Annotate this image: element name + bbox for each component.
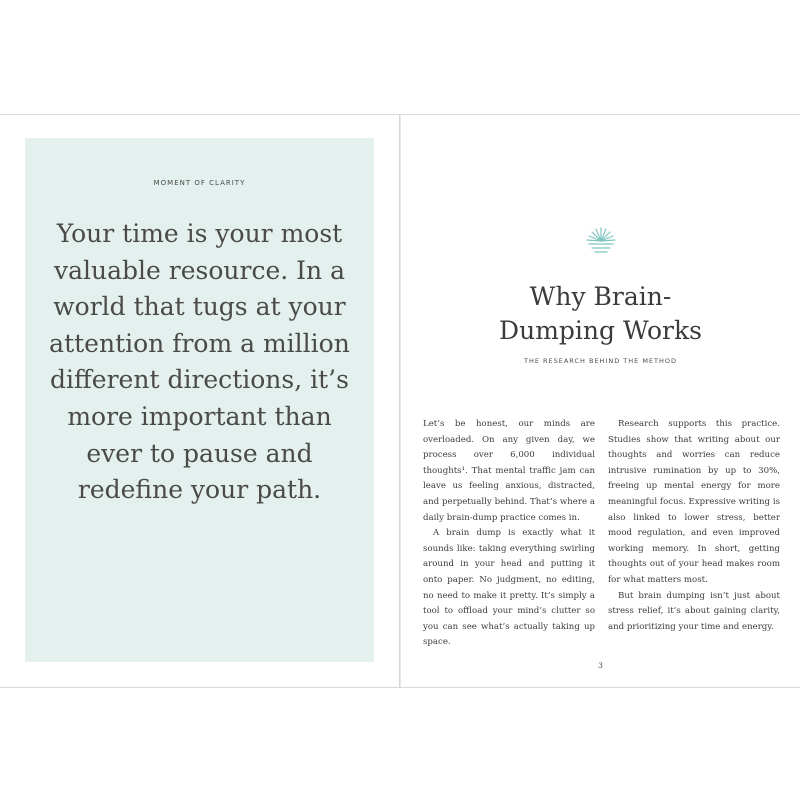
left-page	[0, 115, 399, 687]
body-paragraph: Research supports this practice. Studies show that writing about our thoughts and worries can reduce intrusive rumination by up to 30%, freeing up mental energy for more meaningful focus. Expressive writing is also linked to lower stress, better mood regulation, and even improved working memory. In short, getting thoughts out of your head makes room for what matters most.	[608, 419, 780, 585]
right-page	[401, 115, 800, 687]
pull-quote: Your time is your most valuable resource. In a world that tugs at your attention from a million different directions, it’s more important than ever to pause and redefine your path.	[49, 219, 350, 505]
eyebrow-label: MOMENT OF CLARITY	[153, 179, 246, 187]
page-number: 3	[598, 661, 603, 670]
sunrise-icon	[583, 225, 619, 255]
chapter-title	[441, 280, 760, 348]
body-paragraph: A brain dump is exactly what it sounds like: taking everything swirling around in your head and putting it onto paper. No judgment, no editing, no need to make it pretty. It’s simply a tool to offload your mind’s clutter so you can see what’s actually taking up space.	[423, 528, 595, 648]
body-paragraph: Let’s be honest, our minds are overloaded. On any given day, we process over 6,000 individual thoughts¹. That mental traffic jam can leave us feeling anxious, distracted, and perpetually behind. That’s where a daily brain-dump practice comes in.	[423, 419, 595, 523]
book-spread	[0, 114, 800, 688]
chapter-title-line-2: Dumping Works	[499, 316, 702, 345]
chapter-title-line-1: Why Brain-	[529, 282, 672, 311]
body-column-left	[423, 417, 595, 651]
chapter-subtitle: THE RESEARCH BEHIND THE METHOD	[523, 357, 678, 365]
quote-panel	[25, 138, 374, 662]
body-paragraph: But brain dumping isn’t just about stress relief, it’s about gaining clarity, and prioritizing your time and energy.	[608, 590, 780, 632]
body-column-right	[608, 417, 780, 635]
